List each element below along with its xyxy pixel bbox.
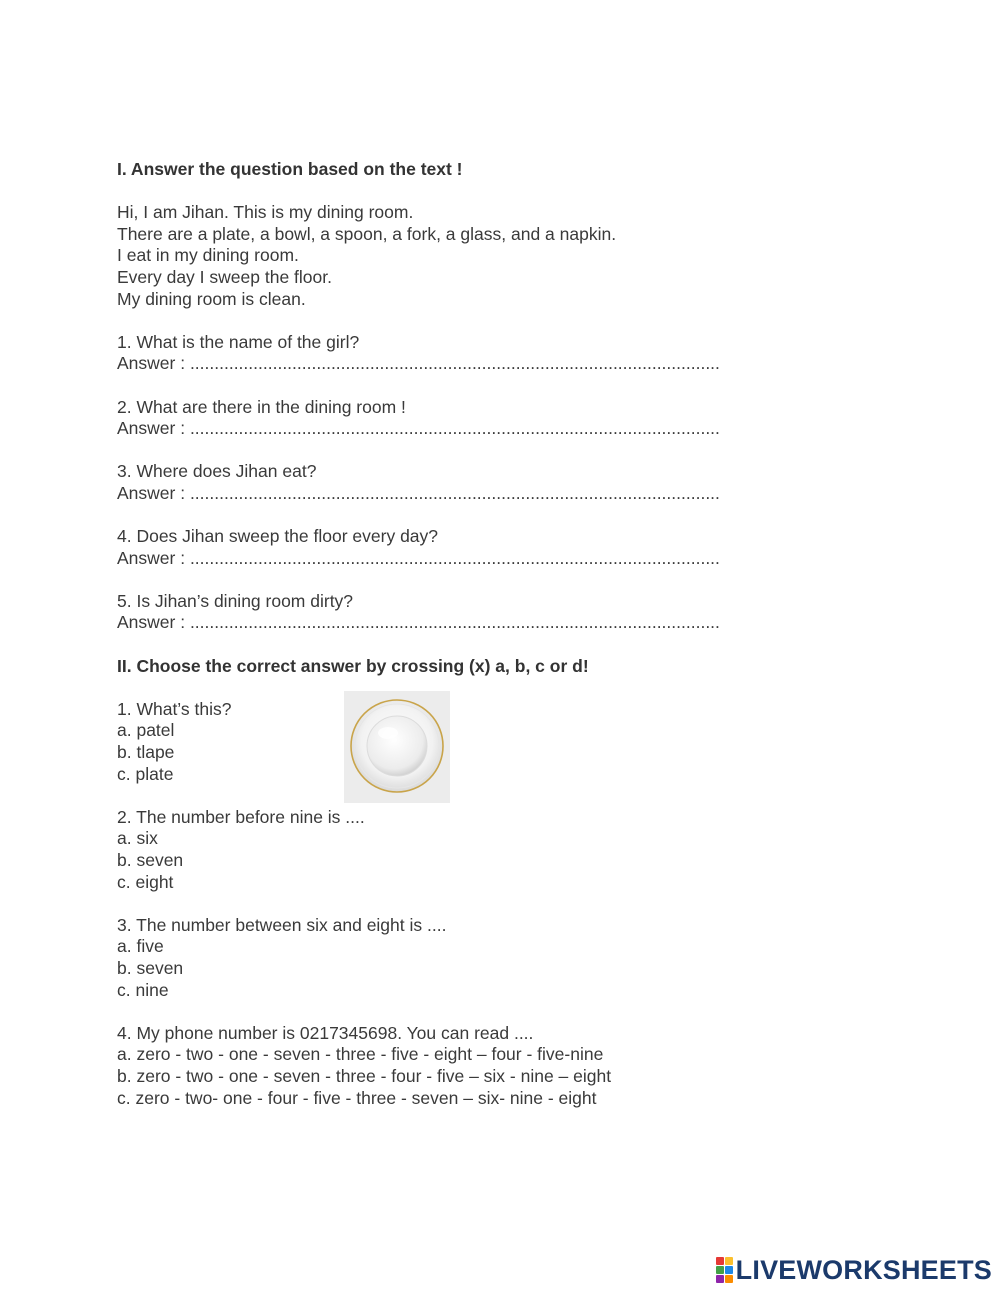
- question-1: [117, 332, 817, 375]
- text-line: My dining room is clean.: [117, 288, 306, 309]
- option-c[interactable]: c. plate: [117, 763, 174, 784]
- reading-text: [117, 202, 817, 310]
- option-a[interactable]: a. zero - two - one - seven - three - five - eight – four - five-nine: [117, 1044, 604, 1065]
- question-text: 1. What is the name of the girl?: [117, 331, 360, 352]
- option-a[interactable]: a. five: [117, 936, 164, 957]
- mc-question-3: [117, 915, 817, 1001]
- worksheet: [117, 159, 817, 1109]
- plate-icon: [344, 691, 450, 803]
- option-b[interactable]: b. tlape: [117, 742, 175, 763]
- option-b[interactable]: b. seven: [117, 957, 184, 978]
- question-3: [117, 461, 817, 504]
- question-text: 4. Does Jihan sweep the floor every day?: [117, 526, 439, 547]
- option-c[interactable]: c. eight: [117, 871, 174, 892]
- question-text: 2. What are there in the dining room !: [117, 396, 406, 417]
- option-a[interactable]: a. patel: [117, 720, 175, 741]
- question-text: 2. The number before nine is ....: [117, 806, 365, 827]
- mc-question-4: [117, 1023, 817, 1109]
- mc-question-2: [117, 807, 817, 893]
- logo-icon: [716, 1257, 733, 1283]
- question-text: 4. My phone number is 0217345698. You can read ....: [117, 1022, 534, 1043]
- option-c[interactable]: c. nine: [117, 979, 169, 1000]
- text-line: There are a plate, a bowl, a spoon, a fork, a glass, and a napkin.: [117, 223, 617, 244]
- question-4: [117, 526, 817, 569]
- option-a[interactable]: a. six: [117, 828, 158, 849]
- question-text: 3. The number between six and eight is ....: [117, 914, 447, 935]
- answer-field[interactable]: Answer : .............................................................................................................: [117, 612, 720, 633]
- mc-question-1: [117, 699, 817, 785]
- option-c[interactable]: c. zero - two- one - four - five - three - seven – six- nine - eight: [117, 1087, 597, 1108]
- plate-image: [344, 691, 450, 803]
- answer-field[interactable]: Answer : .............................................................................................................: [117, 353, 720, 374]
- question-text: 5. Is Jihan’s dining room dirty?: [117, 590, 354, 611]
- text-line: Every day I sweep the floor.: [117, 266, 332, 287]
- question-2: [117, 397, 817, 440]
- answer-field[interactable]: Answer : .............................................................................................................: [117, 547, 720, 568]
- question-text: 3. Where does Jihan eat?: [117, 461, 317, 482]
- text-line: I eat in my dining room.: [117, 245, 299, 266]
- logo-text: LIVEWORKSHEETS: [735, 1254, 992, 1285]
- question-5: [117, 591, 817, 634]
- section1-heading: I. Answer the question based on the text !: [117, 159, 463, 179]
- liveworksheets-logo: [716, 1254, 992, 1286]
- question-text: 1. What’s this?: [117, 698, 232, 719]
- answer-field[interactable]: Answer : .............................................................................................................: [117, 418, 720, 439]
- text-line: Hi, I am Jihan. This is my dining room.: [117, 202, 414, 223]
- section2-heading: II. Choose the correct answer by crossing (x) a, b, c or d!: [117, 655, 589, 676]
- option-b[interactable]: b. zero - two - one - seven - three - four - five – six - nine – eight: [117, 1065, 612, 1086]
- answer-field[interactable]: Answer : .............................................................................................................: [117, 482, 720, 503]
- option-b[interactable]: b. seven: [117, 850, 184, 870]
